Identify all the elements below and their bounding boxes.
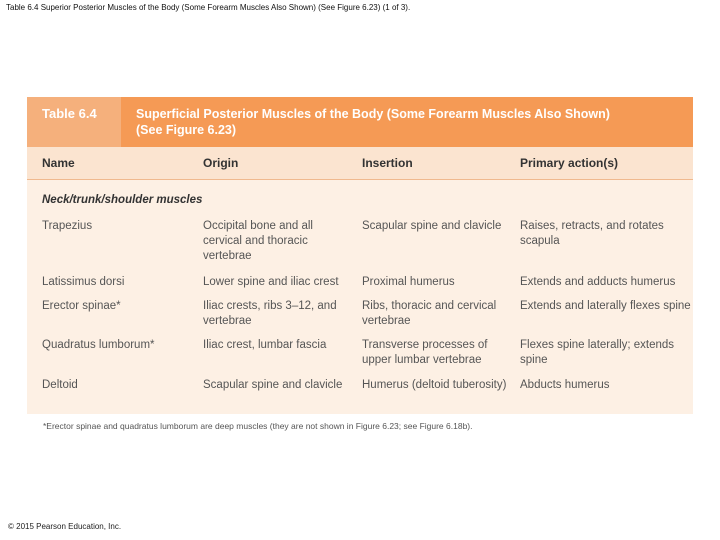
cell-name: Trapezius bbox=[42, 220, 93, 232]
cell-name: Quadratus lumborum* bbox=[42, 339, 155, 351]
table-title-line2: (See Figure 6.23) bbox=[136, 123, 237, 137]
cell-origin: Occipital bone and all cervical and thoracic vertebrae bbox=[203, 220, 313, 262]
cell-name: Deltoid bbox=[42, 379, 78, 391]
column-header-action: Primary action(s) bbox=[520, 156, 619, 170]
column-header-insertion: Insertion bbox=[362, 156, 413, 170]
copyright: © 2015 Pearson Education, Inc. bbox=[8, 522, 122, 531]
cell-action: Extends and adducts humerus bbox=[520, 276, 676, 288]
cell-name: Erector spinae* bbox=[42, 300, 121, 312]
column-headers bbox=[27, 147, 693, 180]
table-footnote: *Erector spinae and quadratus lumborum are deep muscles (they are not shown in Figure 6.23; see Figure 6.18b). bbox=[43, 421, 473, 431]
cell-action: Extends and laterally flexes spine bbox=[520, 300, 691, 312]
table-title bbox=[121, 97, 693, 147]
cell-action: Flexes spine laterally; extends spine bbox=[520, 339, 675, 366]
cell-origin: Iliac crest, lumbar fascia bbox=[203, 339, 327, 351]
cell-origin: Iliac crests, ribs 3–12, and vertebrae bbox=[203, 300, 337, 327]
section-heading: Neck/trunk/shoulder muscles bbox=[42, 194, 203, 206]
table-title-line1: Superficial Posterior Muscles of the Body (Some Forearm Muscles Also Shown) bbox=[136, 107, 610, 121]
cell-insertion: Scapular spine and clavicle bbox=[362, 220, 502, 232]
table-label: Table 6.4 bbox=[27, 97, 121, 147]
muscle-table bbox=[27, 97, 693, 414]
cell-insertion: Proximal humerus bbox=[362, 276, 455, 288]
cell-origin: Lower spine and iliac crest bbox=[203, 276, 339, 288]
slide-title: Table 6.4 Superior Posterior Muscles of the Body (Some Forearm Muscles Also Shown) (See Figure 6.23) (1 of 3). bbox=[6, 3, 411, 12]
cell-insertion: Transverse processes of upper lumbar vertebrae bbox=[362, 339, 488, 366]
cell-action: Abducts humerus bbox=[520, 379, 610, 391]
cell-action: Raises, retracts, and rotates scapula bbox=[520, 220, 664, 247]
table-header bbox=[27, 97, 693, 147]
column-header-name: Name bbox=[42, 156, 75, 170]
cell-insertion: Humerus (deltoid tuberosity) bbox=[362, 379, 507, 391]
cell-insertion: Ribs, thoracic and cervical vertebrae bbox=[362, 300, 497, 327]
cell-origin: Scapular spine and clavicle bbox=[203, 379, 343, 391]
column-header-origin: Origin bbox=[203, 156, 239, 170]
cell-name: Latissimus dorsi bbox=[42, 276, 125, 288]
